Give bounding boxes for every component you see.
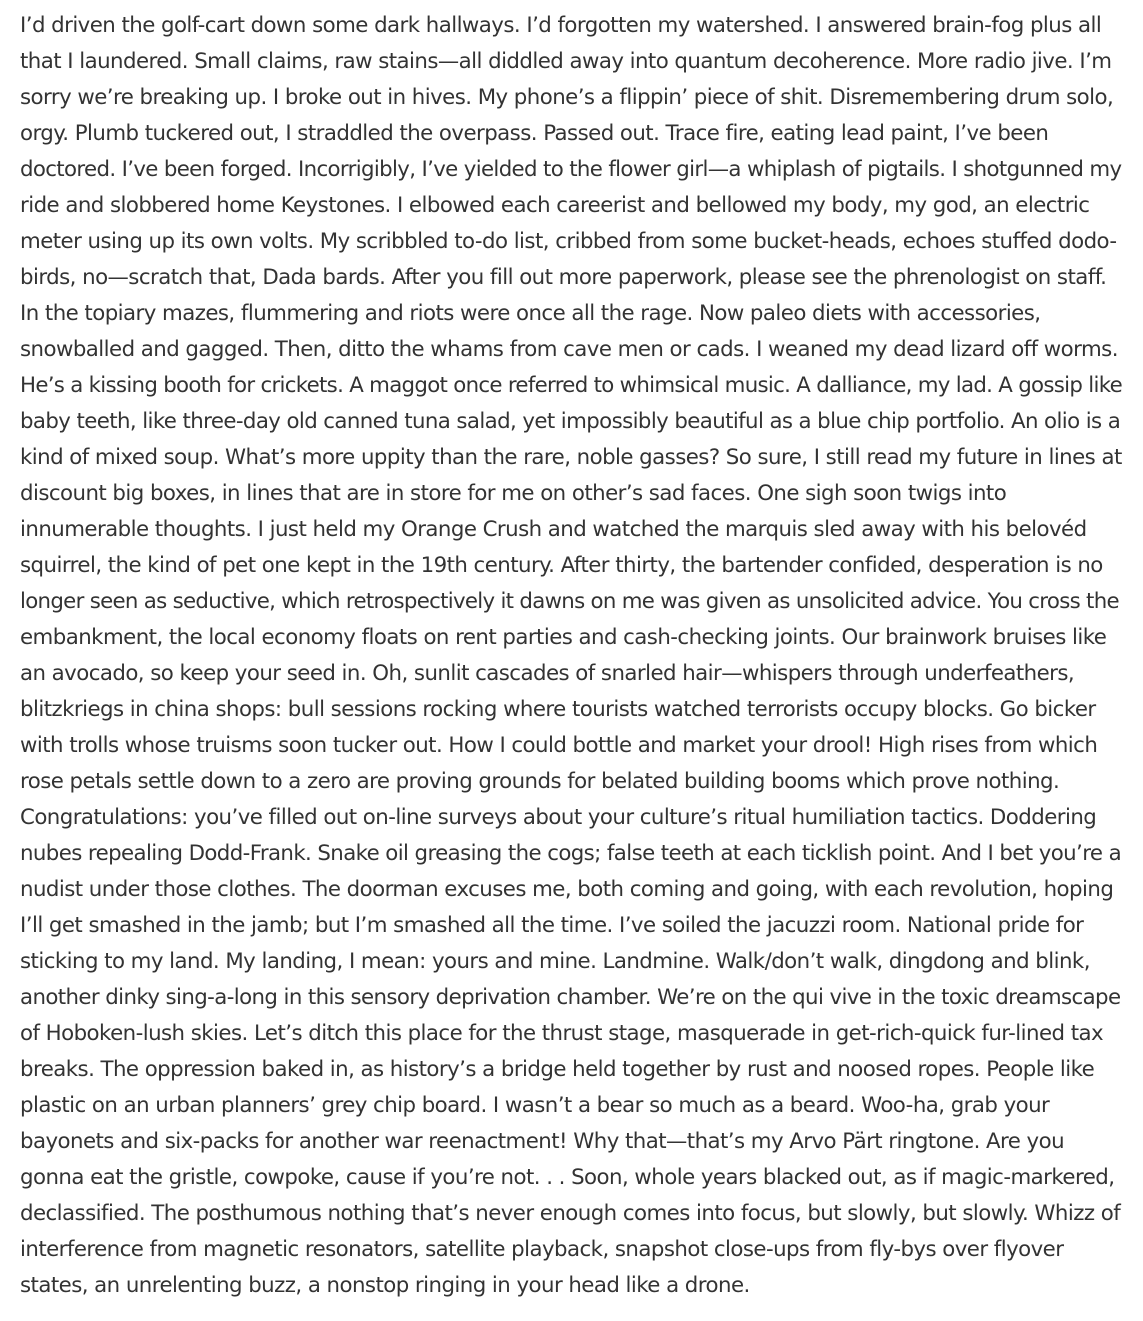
poem-line: orgy. Plumb tuckered out, I straddled the overpass. Passed out. Trace fire, eating lead paint, I’ve been [20,121,1049,146]
poem-line: states, an unrelenting buzz, a nonstop ringing in your head like a drone. [20,1273,750,1298]
poem-line: In the topiary mazes, flummering and riots were once all the rage. Now paleo diets with accessories, [20,301,1041,326]
poem-line: rose petals settle down to a zero are proving grounds for belated building booms which prove nothing. [20,769,1060,794]
poem-line: He’s a kissing booth for crickets. A maggot once referred to whimsical music. A dalliance, my lad. A gossip like [20,373,1122,398]
poem-line: meter using up its own volts. My scribbled to-do list, cribbed from some bucket-heads, echoes stuffed dodo- [20,229,1117,254]
poem-line: of Hoboken-lush skies. Let’s ditch this place for the thrust stage, masquerade in get-rich-quick fur-lined tax [20,1021,1104,1046]
poem-line: squirrel, the kind of pet one kept in the 19th century. After thirty, the bartender confided, desperation is no [20,553,1103,578]
poem-line: nubes repealing Dodd-Frank. Snake oil greasing the cogs; false teeth at each ticklish point. And I bet you’re a [20,841,1122,866]
poem-line: sorry we’re breaking up. I broke out in hives. My phone’s a flippin’ piece of shit. Disremembering drum solo, [20,85,1114,110]
poem-line: longer seen as seductive, which retrospectively it dawns on me was given as unsolicited advice. You cross the [20,589,1119,614]
poem-line: birds, no—scratch that, Dada bards. After you fill out more paperwork, please see the phrenologist on staff. [20,265,1107,290]
poem-line: gonna eat the gristle, cowpoke, cause if you’re not. . . Soon, whole years blacked out, as if magic-markered, [20,1165,1115,1190]
poem-line: I’ll get smashed in the jamb; but I’m smashed all the time. I’ve soiled the jacuzzi room. National pride for [20,913,1084,938]
poem-line: an avocado, so keep your seed in. Oh, sunlit cascades of snarled hair—whispers through underfeathers, [20,661,1075,686]
poem-line: plastic on an urban planners’ grey chip board. I wasn’t a bear so much as a beard. Woo-ha, grab your [20,1093,1050,1118]
poem-line: doctored. I’ve been forged. Incorrigibly, I’ve yielded to the flower girl—a whiplash of pigtails. I shotgunned my [20,157,1122,182]
poem-line: baby teeth, like three-day old canned tuna salad, yet impossibly beautiful as a blue chip portfolio. An olio is a [20,409,1121,434]
prose-poem-text [20,8,1120,1304]
poem-line: blitzkriegs in china shops: bull sessions rocking where tourists watched terrorists occupy blocks. Go bicker [20,697,1096,722]
poem-line: snowballed and gagged. Then, ditto the whams from cave men or cads. I weaned my dead lizard off worms. [20,337,1118,362]
poem-line: with trolls whose truisms soon tucker out. How I could bottle and market your drool! High rises from which [20,733,1098,758]
poem-line: ride and slobbered home Keystones. I elbowed each careerist and bellowed my body, my god, an electric [20,193,1090,218]
poem-line: embankment, the local economy floats on rent parties and cash-checking joints. Our brainwork bruises like [20,625,1107,650]
poem-line: nudist under those clothes. The doorman excuses me, both coming and going, with each revolution, hoping [20,877,1114,902]
poem-line: kind of mixed soup. What’s more uppity than the rare, noble gasses? So sure, I still read my future in lines at [20,445,1122,470]
poem-line: breaks. The oppression baked in, as history’s a bridge held together by rust and noosed ropes. People like [20,1057,1095,1082]
poem-line: another dinky sing-a-long in this sensory deprivation chamber. We’re on the qui vive in the toxic dreamscape [20,985,1121,1010]
poem-line: bayonets and six-packs for another war reenactment! Why that—that’s my Arvo Pärt ringtone. Are you [20,1129,1065,1154]
poem-line: declassified. The posthumous nothing that’s never enough comes into focus, but slowly, but slowly. Whizz of [20,1201,1121,1226]
poem-line: innumerable thoughts. I just held my Orange Crush and watched the marquis sled away with his belovéd [20,517,1087,542]
poem-line: Congratulations: you’ve filled out on-line surveys about your culture’s ritual humiliation tactics. Doddering [20,805,1097,830]
poem-line: I’d driven the golf-cart down some dark hallways. I’d forgotten my watershed. I answered brain-fog plus all [20,13,1102,38]
poem-line: sticking to my land. My landing, I mean: yours and mine. Landmine. Walk/don’t walk, dingdong and blink, [20,949,1090,974]
poem-line: that I laundered. Small claims, raw stains—all diddled away into quantum decoherence. More radio jive. I’m [20,49,1112,74]
poem-line: interference from magnetic resonators, satellite playback, snapshot close-ups from fly-bys over flyover [20,1237,1064,1262]
poem-line: discount big boxes, in lines that are in store for me on other’s sad faces. One sigh soon twigs into [20,481,1007,506]
